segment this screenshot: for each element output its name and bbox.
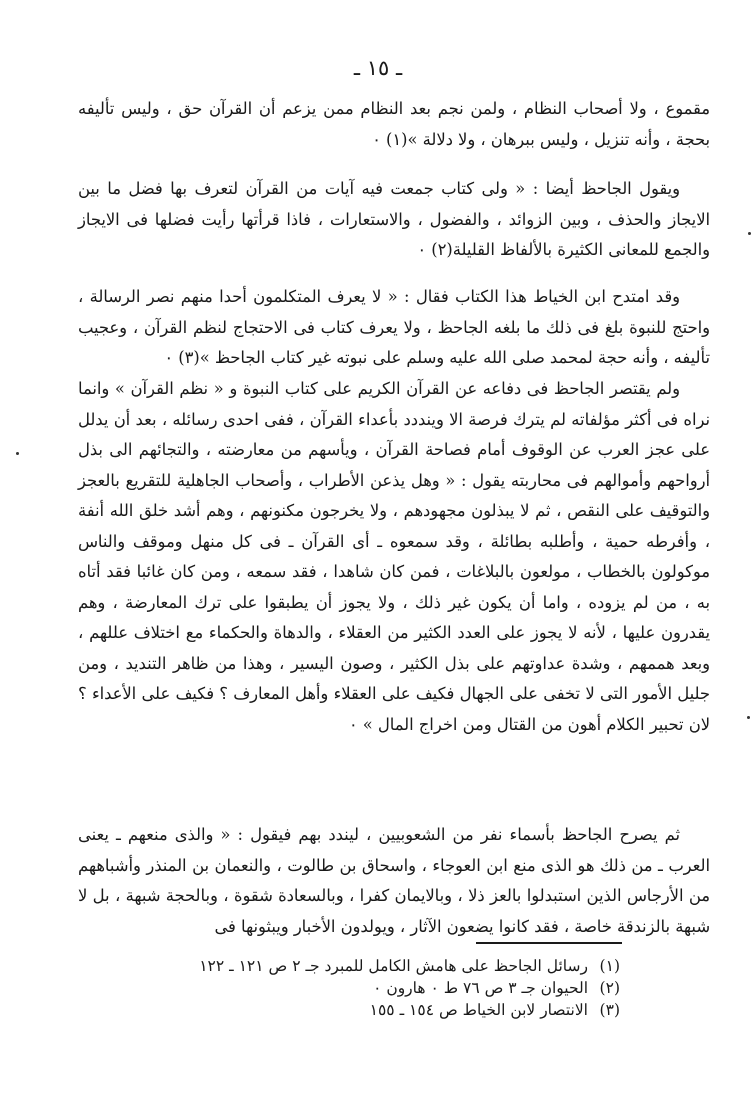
paragraph-1 [78,94,710,155]
footnotes [199,955,620,1021]
paragraph-text: ولم يقتصر الجاحظ فى دفاعه عن القرآن الكريم على كتاب النبوة و « نظم القرآن » وانما نراه فى أكثر مؤلفاته لم يترك فرصة الا وينددد بأعداء القرآن ، ففى احدى رسائله ، بعد أن يدلل على عجز العرب عن الوقوف أمام فصاحة القرآن ، ويأسهم من معارضته ، والتجائهم الى بذل أرواحهم وأموالهم فى محاربته يقول : « وهل يذعن الأطراب ، وأصحاب الجاهلية للتقريع بالعجز والتوقيف على النقص ، ثم لا يبذلون مجهودهم ، ولا يخرجون مكنونهم ، وهم أشد خلق الله أنفة ، وأفرطه حمية ، وأطلبه بطائلة ، وقد سمعوه ـ أى القرآن ـ فى كل منهل وموقف والناس موكولون بالخطاب ، مولعون بالبلاغات ، فمن كان شاهدا ، فقد سمعه ، ومن كان غائبا فقد أتاه به ، من لم يزوده ، واما أن يكون غير ذلك ، ولا يجوز أن يطبقوا على ترك المعارضة ، وهم يقدرون عليها ، لأنه لا يجوز على العدد الكثير من العقلاء ، والدهاة والحكماء مع اختلاف عللهم ، وبعد هممهم ، وشدة عداوتهم على بذل الكثير ، وصون اليسير ، وهذا من ظاهر التنديد ، ومن جليل الأمور التى لا تخفى على الجهال فكيف على العقلاء وأهل المعارف ؟ فكيف على الأعداء ؟ لان تحبير الكلام أهون من القتال ومن اخراج المال » ٠ [78,379,710,734]
paragraph-5 [78,820,710,942]
paragraph-2 [78,174,710,266]
footnote-number: (١) [599,957,620,975]
paragraph-3 [78,282,710,374]
footnote-number: (٢) [599,979,620,997]
paragraph-4 [78,374,710,740]
footnote-text: الحيوان جـ ٣ ص ٧٦ ط ٠ هارون ٠ [373,979,588,997]
footnote-number: (٣) [599,1001,620,1019]
paragraph-text: ويقول الجاحظ أيضا : « ولى كتاب جمعت فيه آيات من القرآن لتعرف بها فضل ما بين الايجاز والحذف ، وبين الزوائد ، والفضول ، والاستعارات ، فاذا قرأتها رأيت فضلها فى الايجاز والجمع للمعانى الكثيرة بالألفاظ القليلة(٢) ٠ [78,179,710,259]
scan-speck [747,716,750,719]
scan-speck [748,232,751,235]
footnote-3 [210,999,620,1021]
scan-speck [16,452,19,455]
page-number: ـ ١٥ ـ [353,56,403,80]
footnote-separator [476,942,622,944]
paragraph-text: مقموع ، ولا أصحاب النظام ، ولمن نجم بعد النظام ممن يزعم أن القرآن حق ، وليس تأليفه بحجة ، وأنه تنزيل ، وليس ببرهان ، ولا دلالة »(١) ٠ [78,99,710,149]
footnote-text: رسائل الجاحظ على هامش الكامل للمبرد جـ ٢ ص ١٢١ ـ ١٢٢ [199,957,588,975]
footnote-1 [199,955,620,977]
paragraph-text: وقد امتدح ابن الخياط هذا الكتاب فقال : « لا يعرف المتكلمون أحدا منهم نصر الرسالة ، واحتج للنبوة بلغ فى ذلك ما بلغه الجاحظ ، ولا يعرف كتاب فى الاحتجاج لنظم القرآن ، وعجيب تأليفه ، وأنه حجة لمحمد صلى الله عليه وسلم على نبوته غير كتاب الجاحظ »(٣) ٠ [78,287,710,367]
paragraph-text: ثم يصرح الجاحظ بأسماء نفر من الشعوبيين ، ليندد بهم فيقول : « والذى منعهم ـ يعنى العرب ـ من ذلك هو الذى منع ابن العوجاء ، واسحاق بن طالوت ، والنعمان بن المنذر وأشباههم من الأرجاس الذين استبدلوا بالعز ذلا ، وبالايمان كفرا ، وبالسعادة شقوة ، وبالحجة شبهة ، بل لا شبهة بالزندقة خاصة ، فقد كانوا يضعون الآثار ، ويولدون الأخبار ويبثونها فى [78,825,710,936]
footnote-2 [210,977,620,999]
footnote-text: الانتصار لابن الخياط ص ١٥٤ ـ ١٥٥ [369,1001,588,1019]
